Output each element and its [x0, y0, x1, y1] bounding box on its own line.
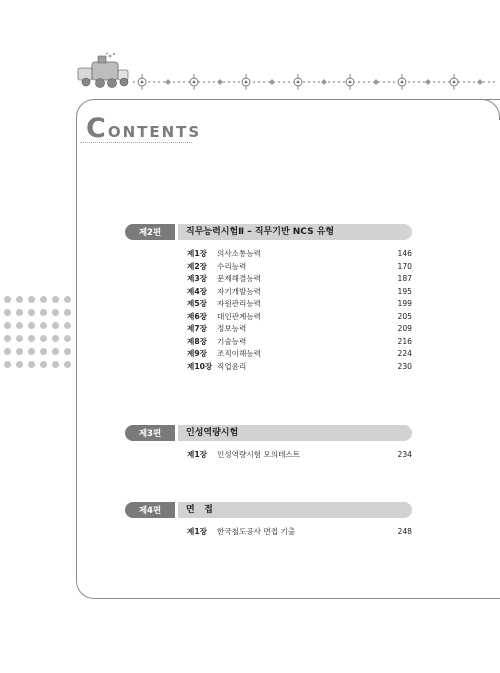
- chapter-list: [187, 449, 412, 462]
- title-rest: ONTENTS: [107, 123, 202, 141]
- chapter-number: 제2장: [187, 261, 207, 271]
- chapter-row: [187, 286, 412, 299]
- ornament-dot: [52, 322, 59, 329]
- chapter-row: [187, 248, 412, 261]
- chapter-page: 209: [397, 324, 412, 333]
- ornament-dot: [40, 322, 47, 329]
- dot-grid-ornament: [0, 294, 72, 376]
- ornament-dot: [4, 335, 11, 342]
- part-header-3: [125, 425, 412, 441]
- chapter-page: 216: [397, 336, 412, 346]
- ornament-dot: [28, 348, 35, 355]
- ornament-dot: [28, 335, 35, 342]
- ornament-dot: [16, 335, 23, 342]
- ornament-dot: [52, 309, 59, 316]
- ornament-dot: [52, 296, 59, 303]
- ornament-dot: [52, 348, 59, 355]
- chapter-name: 문제해결능력: [217, 274, 262, 283]
- chapter-page: 248: [397, 527, 412, 536]
- chapter-page: 205: [397, 311, 412, 321]
- toy-train-icon: [76, 52, 132, 90]
- part-header-2: [125, 224, 412, 240]
- ornament-dot: [40, 309, 47, 316]
- page-title: [86, 113, 201, 144]
- chapter-page: 230: [397, 361, 412, 371]
- chapter-row: [187, 273, 412, 286]
- ornament-dot: [28, 361, 35, 368]
- chapter-number: 제8장: [187, 336, 207, 346]
- part-badge: 제4편: [125, 502, 175, 518]
- chapter-row: [187, 348, 412, 361]
- chapter-row: [187, 361, 412, 374]
- chapter-row: [187, 261, 412, 274]
- chapter-list: [187, 248, 412, 373]
- chapter-number: 제3장: [187, 274, 207, 283]
- ornament-dot: [64, 361, 71, 368]
- chapter-row: [187, 526, 412, 539]
- chapter-name: 직업윤리: [217, 361, 247, 371]
- chapter-name: 인성역량시험 모의테스트: [217, 450, 301, 459]
- chapter-page: 170: [397, 261, 412, 271]
- chapter-page: 195: [397, 286, 412, 296]
- chapter-number: 제4장: [187, 286, 207, 296]
- chapter-number: 제5장: [187, 299, 207, 308]
- chapter-row: [187, 298, 412, 311]
- ornament-dot: [40, 335, 47, 342]
- chapter-name: 대인관계능력: [217, 311, 262, 321]
- chapter-name: 조직이해능력: [217, 349, 262, 358]
- chapter-number: 제6장: [187, 311, 207, 321]
- part-title: 직무능력시험Ⅱ – 직무기반 NCS 유형: [178, 224, 412, 240]
- title-underline: [80, 142, 192, 143]
- part-title: 인성역량시험: [178, 425, 412, 441]
- ornament-dot: [64, 322, 71, 329]
- ornament-dot: [4, 309, 11, 316]
- ornament-dot: [16, 309, 23, 316]
- chapter-page: 146: [397, 249, 412, 258]
- chapter-name: 자원관리능력: [217, 299, 262, 308]
- chapter-number: 제1장: [187, 450, 207, 459]
- ornament-dot: [16, 361, 23, 368]
- chapter-name: 기술능력: [217, 336, 247, 346]
- chapter-number: 제10장: [187, 361, 213, 371]
- chapter-row: [187, 311, 412, 324]
- ornament-dot: [40, 361, 47, 368]
- chapter-number: 제1장: [187, 249, 207, 258]
- chapter-page: 199: [397, 299, 412, 308]
- chapter-number: 제7장: [187, 324, 207, 333]
- chapter-page: 234: [397, 450, 412, 459]
- ornament-dot: [28, 309, 35, 316]
- ornament-dot: [64, 309, 71, 316]
- chapter-page: 187: [397, 274, 412, 283]
- ornament-dot: [64, 348, 71, 355]
- chapter-name: 자기개발능력: [217, 286, 262, 296]
- ornament-dot: [52, 335, 59, 342]
- ornament-dot: [4, 322, 11, 329]
- ornament-dot: [52, 361, 59, 368]
- ornament-dot: [64, 296, 71, 303]
- chapter-number: 제1장: [187, 527, 207, 536]
- chapter-name: 정보능력: [217, 324, 247, 333]
- chapter-page: 224: [397, 349, 412, 358]
- ornament-dot: [4, 296, 11, 303]
- ornament-dot: [28, 296, 35, 303]
- chapter-name: 한국철도공사 면접 기출: [217, 527, 296, 536]
- chapter-list: [187, 526, 412, 539]
- part-title: 면 접: [178, 502, 412, 518]
- ornament-dot: [4, 348, 11, 355]
- chapter-row: [187, 336, 412, 349]
- chapter-number: 제9장: [187, 349, 207, 358]
- ornament-dot: [16, 348, 23, 355]
- chapter-row: [187, 449, 412, 462]
- part-badge: 제2편: [125, 224, 175, 240]
- ornament-dot: [40, 296, 47, 303]
- part-badge: 제3편: [125, 425, 175, 441]
- chapter-name: 의사소통능력: [217, 249, 262, 258]
- title-initial: C: [86, 113, 108, 144]
- ornament-dot: [4, 361, 11, 368]
- chain-ornament-icon: [132, 60, 500, 104]
- ornament-dot: [64, 335, 71, 342]
- part-header-4: [125, 502, 412, 518]
- chapter-row: [187, 323, 412, 336]
- ornament-dot: [16, 322, 23, 329]
- ornament-dot: [40, 348, 47, 355]
- ornament-dot: [28, 322, 35, 329]
- chapter-name: 수리능력: [217, 261, 247, 271]
- ornament-dot: [16, 296, 23, 303]
